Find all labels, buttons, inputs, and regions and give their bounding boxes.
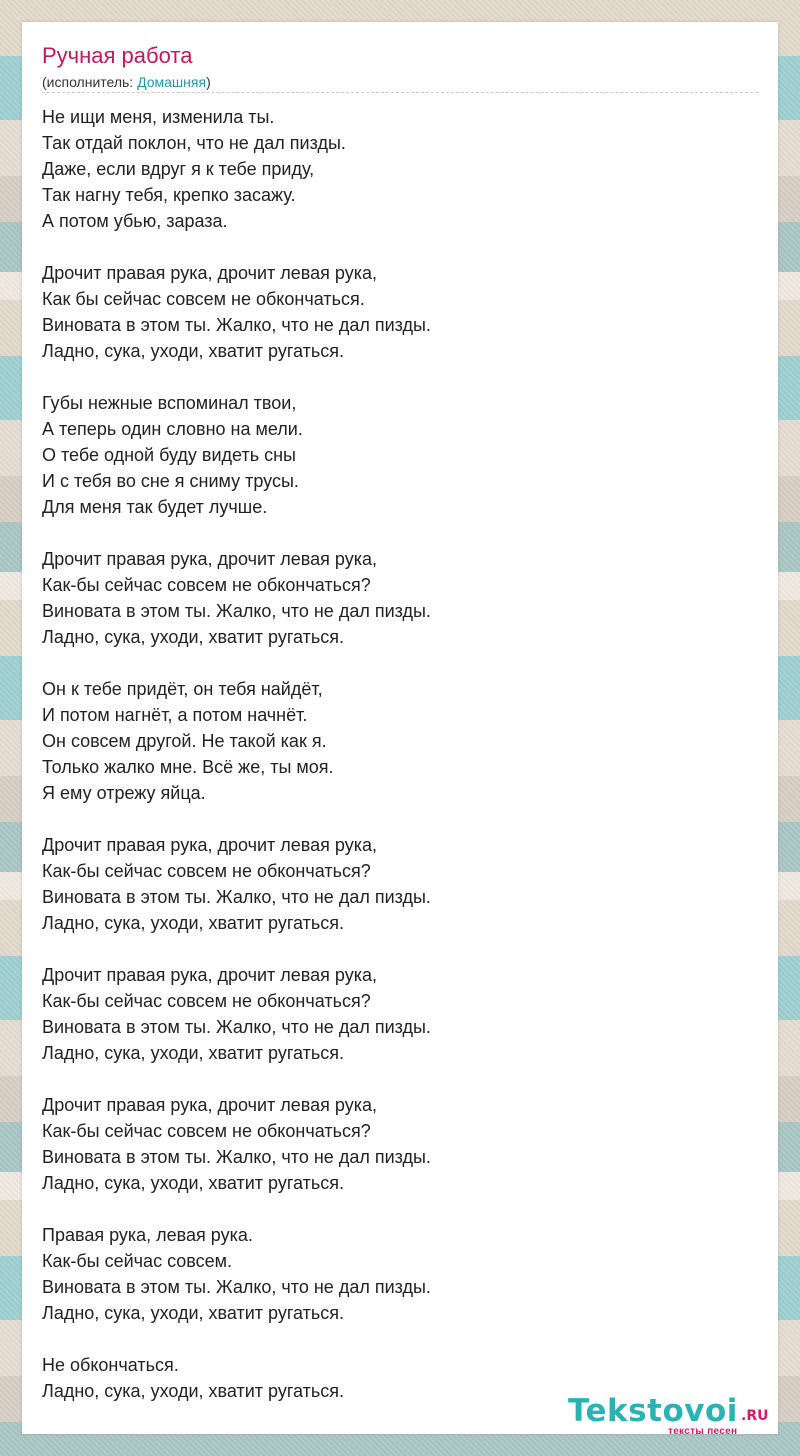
- lyrics-line: Только жалко мне. Всё же, ты моя.: [42, 757, 334, 777]
- lyrics-line: Правая рука, левая рука.: [42, 1225, 253, 1245]
- lyrics-line: Виновата в этом ты. Жалко, что не дал пизды.: [42, 315, 431, 335]
- artist-prefix: (исполнитель:: [42, 74, 138, 90]
- lyrics-line: Как-бы сейчас совсем не обкончаться?: [42, 1121, 371, 1141]
- lyrics-line: Ладно, сука, уходи, хватит ругаться.: [42, 1381, 345, 1401]
- lyrics-line: Он к тебе придёт, он тебя найдёт,: [42, 679, 323, 699]
- artist-suffix: ): [206, 74, 211, 90]
- lyrics-line: И потом нагнёт, а потом начнёт.: [42, 705, 308, 725]
- lyrics-stanza: [42, 546, 742, 650]
- lyrics-line: Для меня так будет лучше.: [42, 497, 268, 517]
- lyrics-body: [42, 104, 742, 1430]
- song-title: Ручная работа: [42, 43, 193, 68]
- lyrics-line: Как бы сейчас совсем не обкончаться.: [42, 289, 365, 309]
- lyrics-line: Дрочит правая рука, дрочит левая рука,: [42, 835, 378, 855]
- logo-tagline: тексты песен: [668, 1426, 738, 1437]
- lyrics-line: А теперь один словно на мели.: [42, 419, 303, 439]
- lyrics-line: Как-бы сейчас совсем не обкончаться?: [42, 575, 371, 595]
- lyrics-stanza: [42, 104, 742, 234]
- lyrics-stanza: [42, 390, 742, 520]
- lyrics-line: Виновата в этом ты. Жалко, что не дал пизды.: [42, 1277, 431, 1297]
- lyrics-line: Ладно, сука, уходи, хватит ругаться.: [42, 341, 345, 361]
- lyrics-stanza: [42, 962, 742, 1066]
- lyrics-line: И с тебя во сне я сниму трусы.: [42, 471, 299, 491]
- lyrics-stanza: [42, 1222, 742, 1326]
- artist-link[interactable]: Домашняя: [137, 74, 207, 90]
- lyrics-line: Виновата в этом ты. Жалко, что не дал пизды.: [42, 887, 431, 907]
- divider: [42, 92, 758, 93]
- site-logo[interactable]: [568, 1393, 778, 1437]
- lyrics-line: Ладно, сука, уходи, хватит ругаться.: [42, 627, 345, 647]
- lyrics-line: Виновата в этом ты. Жалко, что не дал пизды.: [42, 1147, 431, 1167]
- lyrics-line: О тебе одной буду видеть сны: [42, 445, 296, 465]
- lyrics-stanza: [42, 832, 742, 936]
- lyrics-line: Даже, если вдруг я к тебе приду,: [42, 159, 315, 179]
- lyrics-line: Виновата в этом ты. Жалко, что не дал пизды.: [42, 1017, 431, 1037]
- lyrics-line: Ладно, сука, уходи, хватит ругаться.: [42, 1043, 345, 1063]
- lyrics-line: Губы нежные вспоминал твои,: [42, 393, 297, 413]
- artist-line: [42, 73, 211, 91]
- lyrics-line: Дрочит правая рука, дрочит левая рука,: [42, 965, 378, 985]
- lyrics-line: Не обкончаться.: [42, 1355, 179, 1375]
- lyrics-card: [22, 22, 778, 1437]
- lyrics-line: Так отдай поклон, что не дал пизды.: [42, 133, 346, 153]
- lyrics-line: Он совсем другой. Не такой как я.: [42, 731, 327, 751]
- lyrics-stanza: [42, 260, 742, 364]
- logo-wordmark: Tekstovoi: [568, 1393, 738, 1429]
- lyrics-line: Как-бы сейчас совсем.: [42, 1251, 233, 1271]
- lyrics-line: Ладно, сука, уходи, хватит ругаться.: [42, 913, 345, 933]
- lyrics-line: Как-бы сейчас совсем не обкончаться?: [42, 991, 371, 1011]
- lyrics-line: Виновата в этом ты. Жалко, что не дал пизды.: [42, 601, 431, 621]
- lyrics-line: Дрочит правая рука, дрочит левая рука,: [42, 263, 378, 283]
- lyrics-stanza: [42, 1092, 742, 1196]
- lyrics-line: Не ищи меня, изменила ты.: [42, 107, 275, 127]
- lyrics-line: Ладно, сука, уходи, хватит ругаться.: [42, 1303, 345, 1323]
- lyrics-line: Я ему отрежу яйца.: [42, 783, 206, 803]
- lyrics-line: Так нагну тебя, крепко засажу.: [42, 185, 296, 205]
- lyrics-line: Дрочит правая рука, дрочит левая рука,: [42, 549, 378, 569]
- logo-tld: .RU: [741, 1408, 769, 1424]
- lyrics-line: Как-бы сейчас совсем не обкончаться?: [42, 861, 371, 881]
- lyrics-line: Дрочит правая рука, дрочит левая рука,: [42, 1095, 378, 1115]
- lyrics-line: Ладно, сука, уходи, хватит ругаться.: [42, 1173, 345, 1193]
- lyrics-stanza: [42, 676, 742, 806]
- lyrics-line: А потом убью, зараза.: [42, 211, 228, 231]
